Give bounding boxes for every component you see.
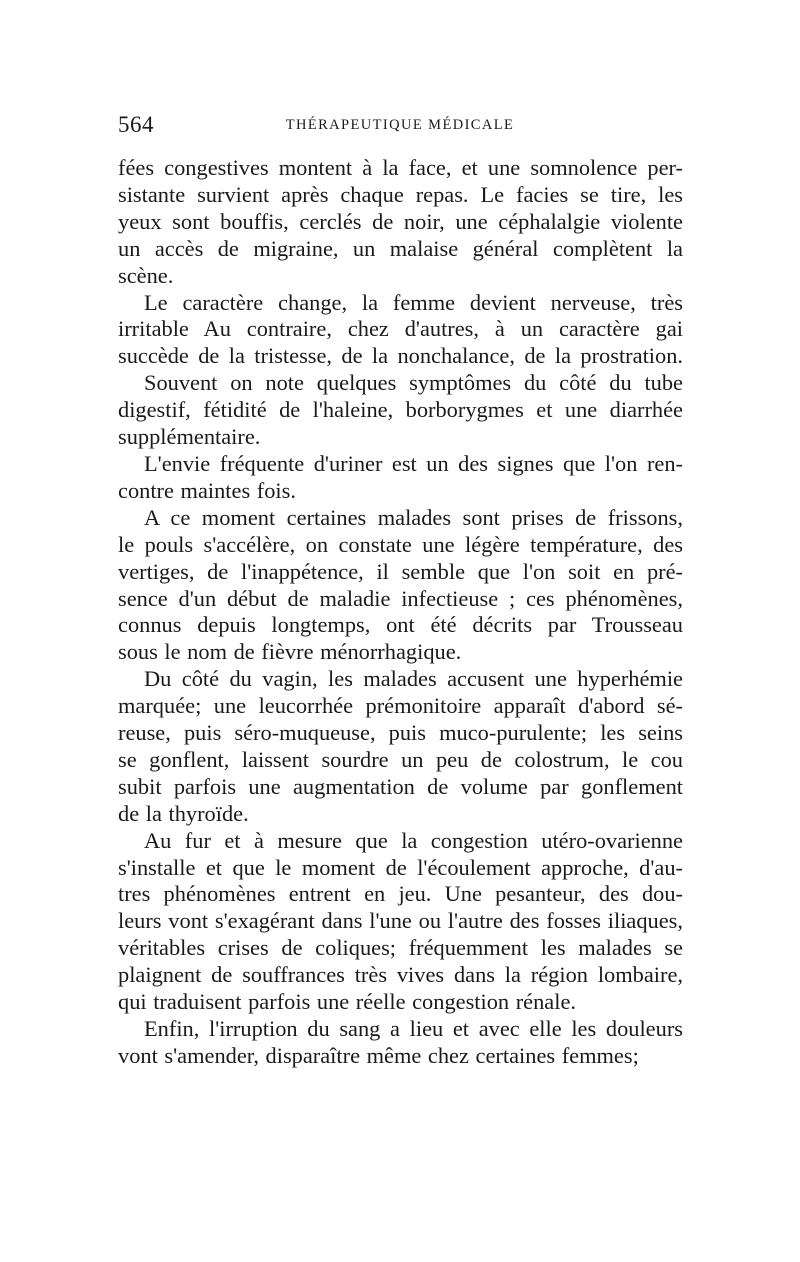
running-title: THÉRAPEUTIQUE MÉDICALE bbox=[285, 117, 515, 133]
text-line: le pouls s'accélère, on constate une légère température, des bbox=[118, 531, 683, 557]
text-line: L'envie fréquente d'uriner est un des signes que l'on ren- bbox=[144, 450, 683, 476]
text-line: qui traduisent parfois une réelle congestion rénale. bbox=[118, 989, 576, 1015]
paragraph bbox=[118, 666, 683, 827]
text-line: Souvent on note quelques symptômes du côté du tube bbox=[144, 370, 683, 396]
paragraph bbox=[118, 828, 683, 1016]
page-number: 564 bbox=[118, 112, 154, 137]
paragraph bbox=[118, 155, 683, 290]
text-line: s'installe et que le moment de l'écoulement approche, d'au- bbox=[118, 854, 683, 880]
text-line: supplémentaire. bbox=[118, 424, 261, 450]
text-line: vont s'amender, disparaître même chez certaines femmes; bbox=[118, 1042, 639, 1068]
text-line: Du côté du vagin, les malades accusent une hyperhémie bbox=[144, 666, 683, 692]
text-line: véritables crises de coliques; fréquemment les malades se bbox=[118, 935, 683, 961]
text-line: digestif, fétidité de l'haleine, borborygmes et une diarrhée bbox=[118, 397, 683, 423]
paragraph bbox=[118, 370, 683, 451]
text-line: marquée; une leucorrhée prémonitoire apparaît d'abord sé- bbox=[118, 693, 683, 719]
text-line: irritable Au contraire, chez d'autres, à un caractère gai bbox=[118, 316, 683, 342]
paragraph bbox=[118, 451, 683, 505]
text-line: yeux sont bouffis, cerclés de noir, une céphalalgie violente bbox=[118, 208, 683, 234]
text-line: fées congestives montent à la face, et une somnolence per- bbox=[118, 155, 683, 180]
text-line: succède de la tristesse, de la nonchalance, de la prostration. bbox=[118, 343, 683, 369]
body-text bbox=[118, 155, 683, 1070]
paragraph bbox=[118, 1016, 683, 1070]
text-line: Au fur et à mesure que la congestion utéro-ovarienne bbox=[144, 827, 683, 853]
text-line: Le caractère change, la femme devient nerveuse, très bbox=[144, 289, 683, 315]
text-line: sence d'un début de maladie infectieuse ; ces phénomènes, bbox=[118, 585, 683, 611]
text-line: connus depuis longtemps, ont été décrits par Trousseau bbox=[118, 612, 683, 638]
text-line: leurs vont s'exagérant dans l'une ou l'autre des fosses iliaques, bbox=[118, 908, 683, 934]
text-line: sistante survient après chaque repas. Le facies se tire, les bbox=[118, 181, 683, 207]
text-line: vertiges, de l'inappétence, il semble que l'on soit en pré- bbox=[118, 558, 683, 584]
text-line: scène. bbox=[118, 262, 174, 288]
text-line: plaignent de souffrances très vives dans la région lombaire, bbox=[118, 962, 683, 988]
text-line: reuse, puis séro-muqueuse, puis muco-purulente; les seins bbox=[118, 720, 683, 746]
paragraph bbox=[118, 290, 683, 371]
paragraph bbox=[118, 505, 683, 666]
text-line: A ce moment certaines malades sont prises de frissons, bbox=[144, 504, 683, 530]
text-line: se gonflent, laissent sourdre un peu de colostrum, le cou bbox=[118, 746, 683, 772]
text-line: un accès de migraine, un malaise général complètent la bbox=[118, 235, 683, 261]
text-line: tres phénomènes entrent en jeu. Une pesanteur, des dou- bbox=[118, 881, 683, 907]
text-line: de la thyroïde. bbox=[118, 800, 249, 826]
text-line: contre maintes fois. bbox=[118, 477, 296, 503]
text-line: subit parfois une augmentation de volume par gonflement bbox=[118, 773, 683, 799]
text-line: sous le nom de fièvre ménorrhagique. bbox=[118, 639, 462, 665]
text-line: Enfin, l'irruption du sang a lieu et avec elle les douleurs bbox=[144, 1016, 683, 1041]
